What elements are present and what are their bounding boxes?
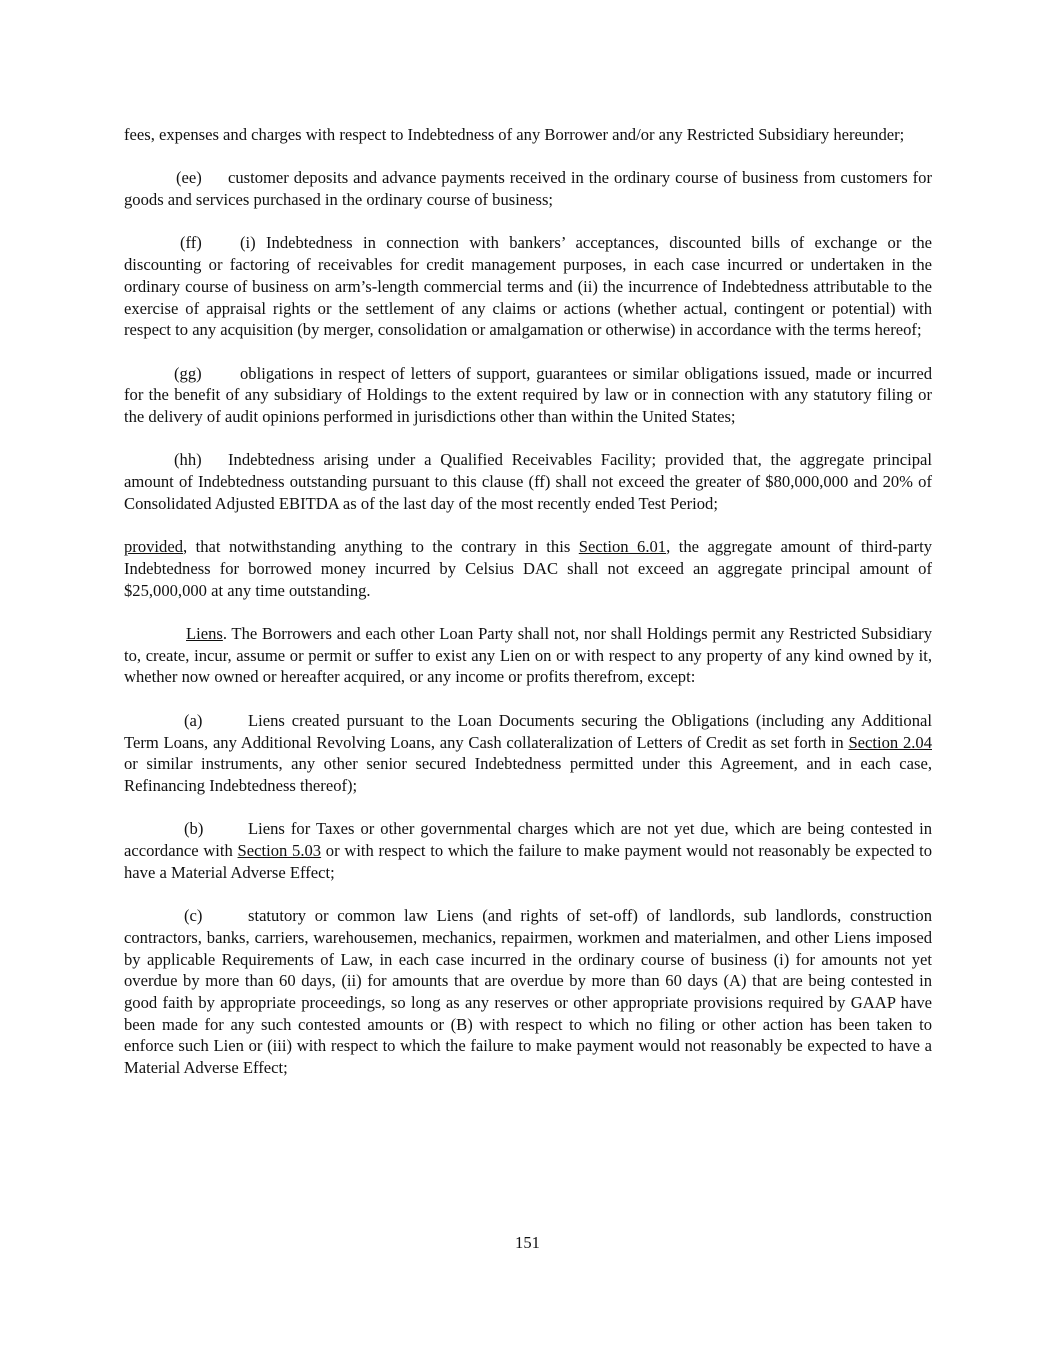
page-number: 151: [515, 1233, 540, 1252]
clause-text-b2: or with respect to which the failure to make payment would not reasonably be expected to have a Material Adverse Effect;: [124, 841, 932, 882]
clause-text-ff: (i) Indebtedness in connection with bankers’ acceptances, discounted bills of exchange or the discounting or factoring of receivables for credit management purposes, in each case incurred or undertaken in the ordinary course of business on arm’s-length commercial terms and (ii) the incurrence of Indebtedness attributable to the exercise of appraisal rights or the settlement of any claims or actions (whether actual, contingent or potential) with respect to any acquisition (by merger, consolidation or amalgamation or otherwise) in accordance with the terms hereof;: [124, 233, 932, 340]
clause-text-gg: obligations in respect of letters of support, guarantees or similar obligations issued, made or incurred for the benefit of any subsidiary of Holdings to the extent required by law or in connection with any statutory filing or the delivery of audit opinions performed in jurisdictions other than within the United States;: [124, 363, 932, 427]
clause-text-hh: Indebtedness arising under a Qualified Receivables Facility; provided that, the aggregate principal amount of Indebtedness outstanding pursuant to this clause (ff) shall not exceed the greater of $80,000,000 and 20% of Consolidated Adjusted EBITDA as of the last day of the most recently ended Test Period;: [124, 450, 932, 513]
clause-gg: [124, 363, 932, 428]
liens-heading: Liens: [186, 624, 223, 644]
clause-text-c: statutory or common law Liens (and rights of set-off) of landlords, sub landlords, construction contractors, banks, carriers, warehousemen, mechanics, repairmen, workmen and materialmen, and other Liens imposed by applicable Requirements of Law, in each case incurred in the ordinary course of business (i) for amounts not yet overdue by more than 60 days, (ii) for amounts that are overdue by more than 60 days (A) that are being contested in good faith by appropriate proceedings, so long as any reserves or other appropriate provisions required by GAAP have been made for any such contested amounts or (B) with respect to which no filing or other action has been taken to enforce such Lien or (iii) with respect to which the failure to make payment would not reasonably be expected to have a Material Adverse Effect;: [124, 906, 932, 1078]
clause-label-c: (c): [184, 906, 203, 926]
clause-label-gg: (gg): [174, 363, 202, 383]
clause-text-ee: customer deposits and advance payments received in the ordinary course of business from customers for goods and services purchased in the ordinary course of business;: [124, 168, 932, 210]
proviso-paragraph: [124, 536, 932, 601]
clause-label-ee: (ee): [176, 168, 202, 188]
proviso-text-b: , the aggregate amount of third-party Indebtedness for borrowed money incurred by Celsius DAC shall not exceed an aggregate principal amount of $25,000,000 at any time outstanding.: [124, 537, 932, 600]
liens-text: . The Borrowers and each other Loan Party shall not, nor shall Holdings permit any Restricted Subsidiary to, create, incur, assume or permit or suffer to exist any Lien on or with respect to any property of any kind owned by it, whether now owned or hereafter acquired, or any income or profits therefrom, except:: [124, 624, 932, 687]
clause-hh: [124, 449, 932, 514]
clause-text-b1: Liens for Taxes or other governmental charges which are not yet due, which are being contested in accordance with: [124, 819, 932, 861]
clause-label-a: (a): [184, 710, 203, 730]
clause-b: [124, 818, 932, 883]
clause-text-a1: Liens created pursuant to the Loan Documents securing the Obligations (including any Additional Term Loans, any Additional Revolving Loans, any Cash collateralization of Letters of Credit as set forth in: [124, 710, 932, 752]
document-body: [124, 124, 932, 1079]
clause-label-b: (b): [184, 819, 204, 839]
section-ref-5-03: Section 5.03: [237, 841, 322, 861]
clause-a: [124, 710, 932, 797]
clause-label-ff: (ff): [180, 233, 202, 253]
section-ref-6-01: Section 6.01: [578, 537, 667, 557]
clause-text-a2: or similar instruments, any other senior secured Indebtedness permitted under this Agreement, and in each case, Refinancing Indebtedness thereof);: [124, 754, 932, 795]
clause-c: [124, 905, 932, 1079]
proviso-term: provided: [124, 537, 183, 557]
section-ref-2-04: Section 2.04: [848, 732, 932, 752]
paragraph-continuation: fees, expenses and charges with respect to Indebtedness of any Borrower and/or any Restricted Subsidiary hereunder;: [124, 125, 905, 144]
clause-ee: [124, 167, 932, 210]
clause-label-hh: (hh): [174, 450, 202, 470]
clause-ff: [124, 232, 932, 341]
proviso-text-a: , that notwithstanding anything to the contrary in this: [183, 537, 579, 557]
liens-paragraph: [124, 623, 932, 688]
